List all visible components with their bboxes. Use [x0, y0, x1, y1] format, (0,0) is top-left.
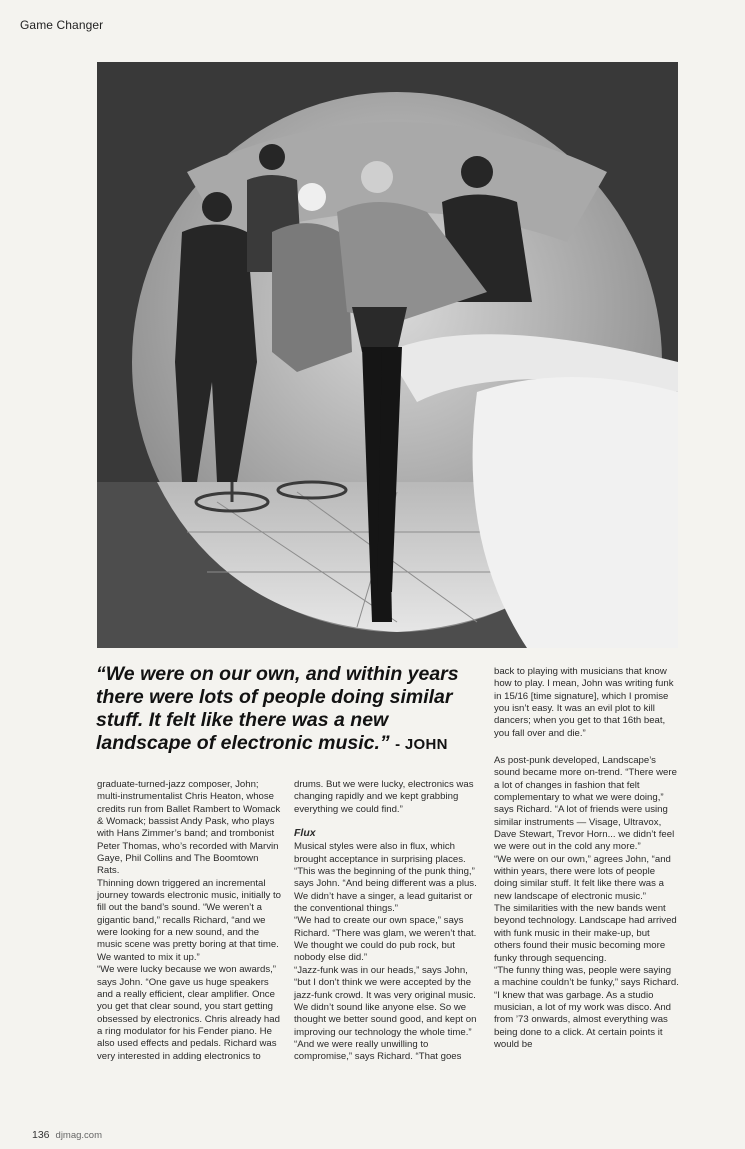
subheading-flux: Flux — [294, 827, 316, 840]
article-column-3-top — [494, 666, 679, 740]
paragraph: drums. But we were lucky, electronics was changing rapidly and we kept grabbing everything we could find.” — [294, 779, 474, 815]
band-photo — [97, 62, 678, 648]
paragraph: “Jazz-funk was in our heads,” says John, “but I don’t think we were accepted by the jazz-funk crowd. It was very original music. We didn’t sound like anyone else. So we thought we better sound good, and kept on improving our technology the whole time.” — [294, 964, 477, 1038]
paragraph: The similarities with the new bands went beyond technology. Landscape had arrived with funk music in their make-up, but others found their music becoming more funky through sequencing. — [494, 903, 677, 964]
paragraph: “And we were really unwilling to compromise,” says Richard. “That goes — [294, 1038, 462, 1063]
paragraph: “We had to create our own space,” says Richard. “There was glam, we weren’t that. We thought we could do pub rock, but nobody else did.” — [294, 915, 477, 964]
paragraph: As post-punk developed, Landscape’s sound became more on-trend. “There were a lot of changes in fashion that felt complementary to what we were doing,” says Richard. “A lot of friends were using similar instruments — Visage, Ultravox, Dave Stewart, Trevor Horn... we didn’t feel we were out in the cold any more.” — [494, 755, 677, 853]
pull-quote-attribution: - JOHN — [395, 736, 448, 753]
article-column-1 — [97, 779, 282, 1063]
paragraph: Musical styles were also in flux, which brought acceptance in surprising places. “This was the beginning of the punk thing,” says John. “And being different was a plus. We didn’t have a singer, a lead guitarist or the conventional things.” — [294, 841, 477, 915]
paragraph: “We were lucky because we won awards,” says John. “One gave us huge speakers and a really efficient, clear amplifier. Once you get that clear sound, you start getting obsessed by electronics. Chris already had a ring modulator for his Fender piano. He also used effects and pedals. Richard was very interested in adding electronics to — [97, 964, 280, 1062]
page-footer — [32, 1129, 102, 1141]
pull-quote — [96, 663, 481, 756]
site-url: djmag.com — [55, 1130, 102, 1141]
article-column-2 — [294, 779, 479, 1064]
paragraph: “We were on our own,” agrees John, “and within years, there were lots of people doing similar stuff. It felt like there was a new landscape of electronic music.” — [494, 853, 671, 902]
section-title: Game Changer — [20, 18, 104, 32]
paragraph: “The funny thing was, people were saying a machine couldn’t be funky,” says Richard. “I knew that was garbage. As a studio musician, a lot of my work was disco. And from ’73 onwards, almost everything was being done to a click. At certain points it would be — [494, 964, 679, 1050]
paragraph: back to playing with musicians that know how to play. I mean, John was writing funk in 15/16 [time signature], which I promise you isn’t easy. It was an evil plot to kill dancers; when you get to that 16th beat, you fall over and die.” — [494, 666, 674, 739]
article-column-3 — [494, 755, 679, 1051]
paragraph: graduate-turned-jazz composer, John; multi-instrumentalist Chris Heaton, whose credits run from Ballet Rambert to Womack & Womack; bassist Andy Pask, who plays with Hans Zimmer’s band; and trombonist Peter Thomas, who’s recorded with Marvin Gaye, Phil Collins and The Boomtown Rats. — [97, 779, 281, 877]
band-photo-illustration — [97, 62, 678, 648]
paragraph: Thinning down triggered an incremental journey towards electronic music, initially to fill out the band’s sound. “We weren’t a gigantic band,” recalls Richard, “and we were looking for a new sound, and the music scene was pretty boring at that time. We wanted to mix it up.” — [97, 877, 281, 963]
page-number: 136 — [32, 1129, 50, 1141]
pull-quote-text: “We were on our own, and within years there were lots of people doing similar stuff. It felt like there was a new landscape of electronic music.” — [96, 663, 459, 754]
